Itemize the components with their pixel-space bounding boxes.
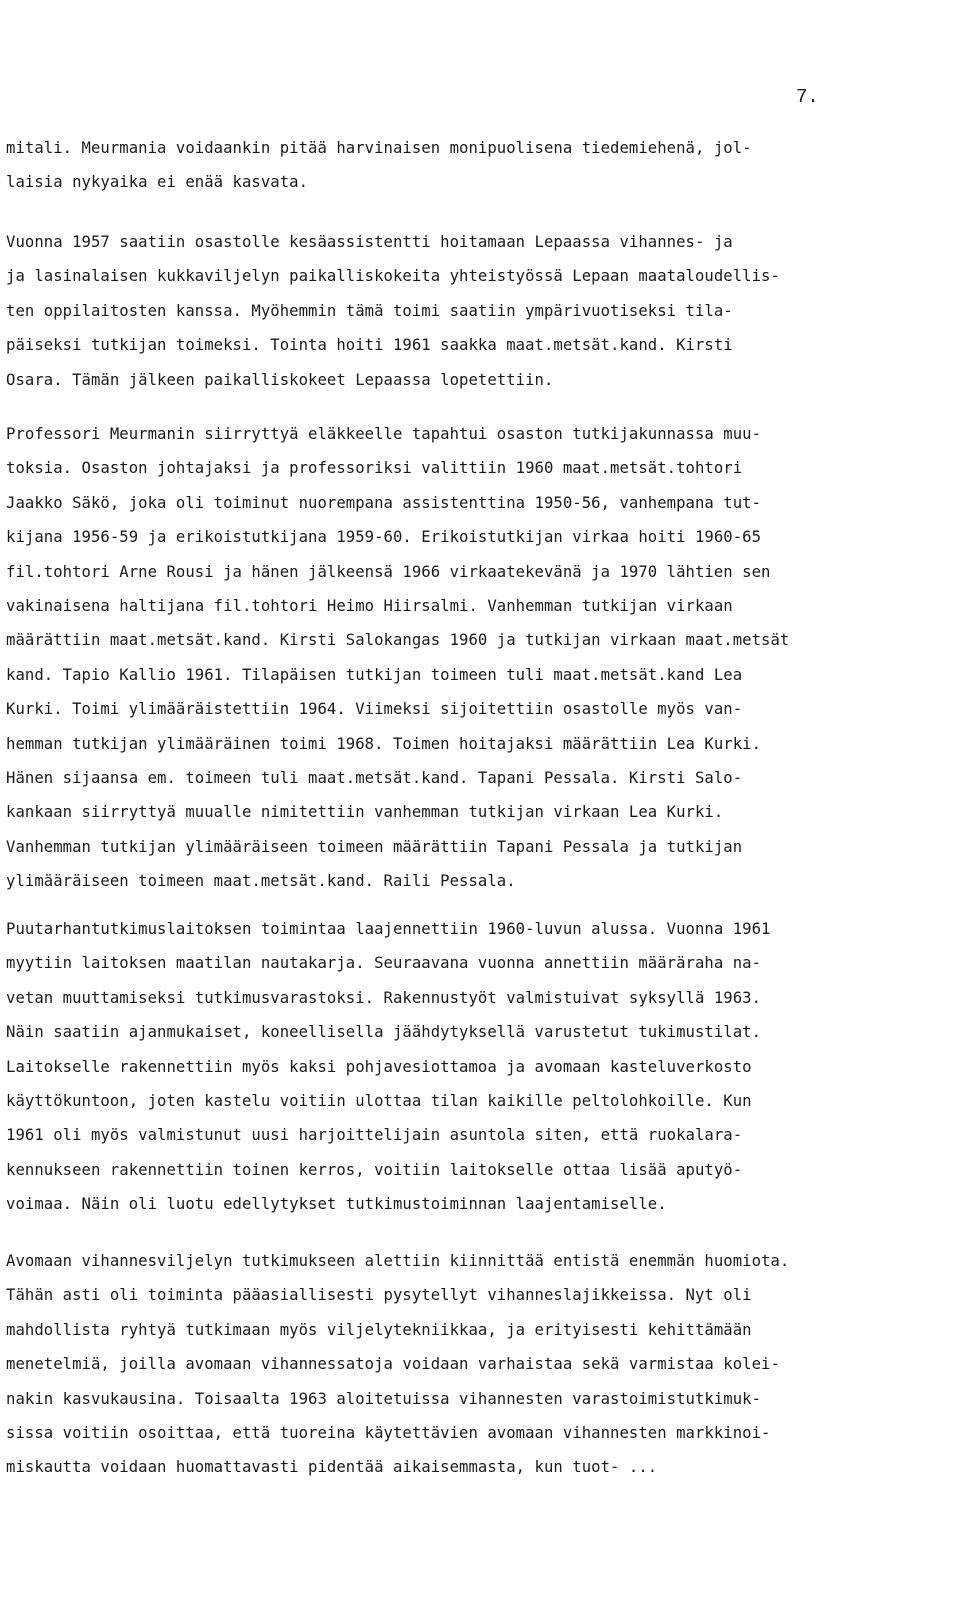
text-line: käyttökuntoon, joten kastelu voitiin ulottaa tilan kaikille peltolohkoille. Kun (6, 1091, 752, 1110)
text-line: sissa voitiin osoittaa, että tuoreina käytettävien avomaan vihannesten markkinoi- (6, 1423, 771, 1442)
text-line: kennukseen rakennettiin toinen kerros, voitiin laitokselle ottaa lisää aputyö- (6, 1160, 743, 1179)
text-line: voimaa. Näin oli luotu edellytykset tutkimustoiminnan laajentamiselle. (6, 1195, 667, 1214)
text-line: Vuonna 1957 saatiin osastolle kesäassistentti hoitamaan Lepaassa vihannes- ja (6, 233, 733, 251)
text-line: Osara. Tämän jälkeen paikalliskokeet Lepaassa lopetettiin. (6, 370, 554, 389)
text-line: määrättiin maat.metsät.kand. Kirsti Salokangas 1960 ja tutkijan virkaan maat.metsät (6, 631, 790, 650)
text-line: Tähän asti oli toiminta pääasiallisesti pysytellyt vihanneslajikkeissa. Nyt oli (6, 1286, 752, 1305)
text-line: mitali. Meurmania voidaankin pitää harvinaisen monipuolisena tiedemiehenä, jol- (6, 139, 752, 157)
text-line: ylimääräiseen toimeen maat.metsät.kand. Raili Pessala. (6, 872, 516, 891)
text-line: menetelmiä, joilla avomaan vihannessatoja voidaan varhaistaa sekä varmistaa kolei- (6, 1355, 780, 1374)
text-line: 1961 oli myös valmistunut uusi harjoittelijain asuntola siten, että ruokalara- (6, 1126, 743, 1145)
text-line: Näin saatiin ajanmukaiset, koneellisella jäähdytyksellä varustetut tukimustilat. (6, 1023, 762, 1042)
text-line: Kurki. Toimi ylimääräistettiin 1964. Viimeksi sijoitettiin osastolle myös van- (6, 700, 743, 719)
text-line: toksia. Osaston johtajaksi ja professoriksi valittiin 1960 maat.metsät.tohtori (6, 459, 743, 478)
text-line: kijana 1956-59 ja erikoistutkijana 1959-60. Erikoistutkijan virkaa hoiti 1960-65 (6, 528, 762, 547)
page-number: 7. (796, 86, 819, 108)
text-line: myytiin laitoksen maatilan nautakarja. Seuraavana vuonna annettiin määräraha na- (6, 954, 762, 973)
text-line: päiseksi tutkijan toimeksi. Tointa hoiti 1961 saakka maat.metsät.kand. Kirsti (6, 336, 733, 355)
text-line: hemman tutkijan ylimääräinen toimi 1968. Toimen hoitajaksi määrättiin Lea Kurki. (6, 734, 762, 753)
text-line: kankaan siirryttyä muualle nimitettiin vanhemman tutkijan virkaan Lea Kurki. (6, 803, 724, 822)
text-line: fil.tohtori Arne Rousi ja hänen jälkeensä 1966 virkaatekevänä ja 1970 lähtien sen (6, 562, 771, 581)
paragraph-3 (6, 417, 950, 898)
text-line: Vanhemman tutkijan ylimääräiseen toimeen määrättiin Tapani Pessala ja tutkijan (6, 837, 743, 856)
text-line: Laitokselle rakennettiin myös kaksi pohjavesiottamoa ja avomaan kasteluverkosto (6, 1057, 752, 1076)
text-line: mahdollista ryhtyä tutkimaan myös viljelytekniikkaa, ja erityisesti kehittämään (6, 1320, 752, 1339)
text-line: Jaakko Säkö, joka oli toiminut nuorempana assistenttina 1950-56, vanhempana tut- (6, 493, 762, 512)
text-line: vakinaisena haltijana fil.tohtori Heimo Hiirsalmi. Vanhemman tutkijan virkaan (6, 596, 733, 615)
text-line: Puutarhantutkimuslaitoksen toimintaa laajennettiin 1960-luvun alussa. Vuonna 1961 (6, 920, 771, 938)
paragraph-1 (6, 131, 950, 200)
text-line: kand. Tapio Kallio 1961. Tilapäisen tutkijan toimeen tuli maat.metsät.kand Lea (6, 665, 743, 684)
paragraph-2 (6, 225, 950, 397)
text-line: Hänen sijaansa em. toimeen tuli maat.metsät.kand. Tapani Pessala. Kirsti Salo- (6, 768, 743, 787)
text-line: Avomaan vihannesviljelyn tutkimukseen alettiin kiinnittää entistä enemmän huomiota. (6, 1252, 790, 1270)
text-line: ja lasinalaisen kukkaviljelyn paikalliskokeita yhteistyössä Lepaan maataloudellis- (6, 267, 780, 286)
text-line: laisia nykyaika ei enää kasvata. (6, 173, 309, 192)
text-line: vetan muuttamiseksi tutkimusvarastoksi. Rakennustyöt valmistuivat syksyllä 1963. (6, 988, 762, 1007)
text-line: ten oppilaitosten kanssa. Myöhemmin tämä toimi saatiin ympärivuotiseksi tila- (6, 301, 733, 320)
paragraph-5 (6, 1244, 950, 1485)
text-line: miskautta voidaan huomattavasti pidentää aikaisemmasta, kun tuot- ... (6, 1458, 658, 1477)
paragraph-4 (6, 912, 950, 1222)
text-line: Professori Meurmanin siirryttyä eläkkeelle tapahtui osaston tutkijakunnassa muu- (6, 425, 762, 443)
text-line: nakin kasvukausina. Toisaalta 1963 aloitetuissa vihannesten varastoimistutkimuk- (6, 1389, 762, 1408)
